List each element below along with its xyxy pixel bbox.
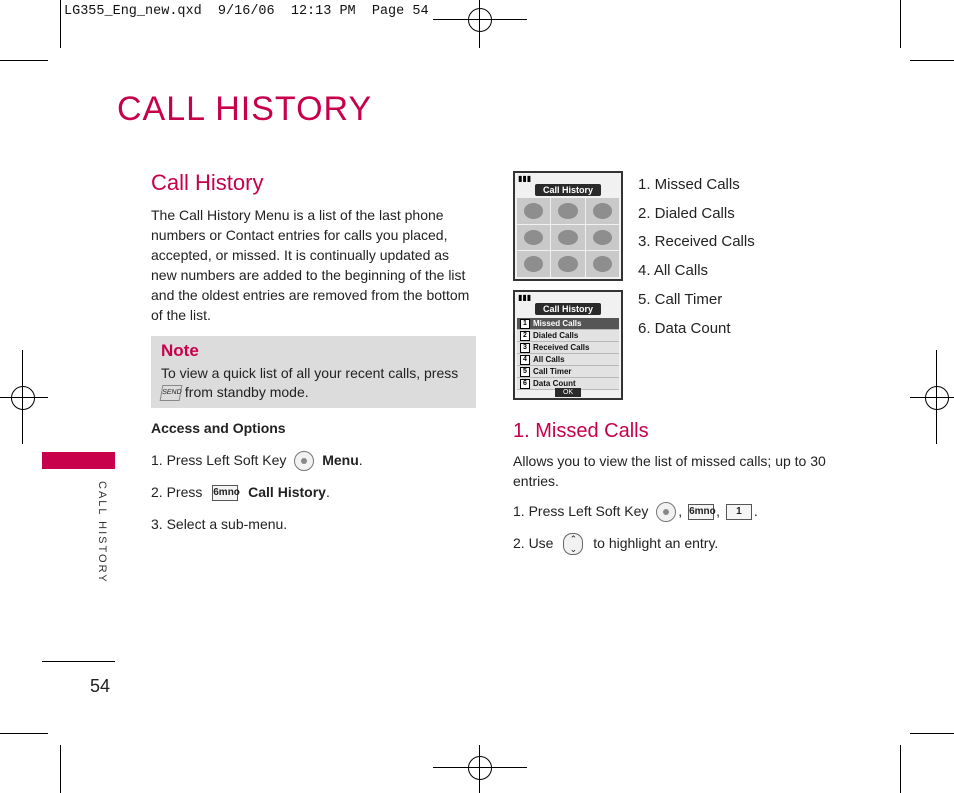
step-2-call-history: Call History: [248, 484, 326, 500]
step-1-menu: Menu: [322, 452, 359, 468]
missed-step-2-before: 2. Use: [513, 535, 554, 551]
submenu-item: 5. Call Timer: [638, 290, 723, 308]
left-soft-key-icon: [656, 502, 676, 522]
registration-line: [433, 19, 527, 20]
missed-step-1-text: 1. Press Left Soft Key: [513, 503, 649, 519]
missed-step-2-after: to highlight an entry.: [593, 535, 719, 551]
intro-paragraph: The Call History Menu is a list of the last phone numbers or Contact entries for calls you placed, accepted, or missed. It is continually updated as new numbers are added to the beginning of the list and the oldest entries are removed from the bottom of the list.: [151, 207, 470, 323]
screen-title: Call History: [535, 184, 601, 196]
registration-mark-icon: [11, 386, 35, 410]
phone-screen-menu-list: [513, 290, 623, 400]
missed-description: Allows you to view the list of missed calls; up to 30 entries.: [513, 453, 826, 489]
registration-mark-icon: [468, 756, 492, 780]
registration-line: [910, 397, 954, 398]
menu-tile-icon: [551, 251, 584, 277]
side-tab-label: CALL HISTORY: [96, 481, 108, 584]
menu-tile-icon: [517, 198, 550, 224]
step-1: 1. Press Left Soft Key Menu.: [151, 450, 363, 471]
crop-mark: [910, 733, 954, 734]
key-6-icon: 6mno: [212, 485, 238, 501]
screen-menu-list: [517, 318, 619, 390]
menu-tile-icon: [586, 198, 619, 224]
screen-menu-item: 5 Call Timer: [517, 366, 619, 378]
registration-mark-icon: [925, 386, 949, 410]
crop-mark: [0, 60, 48, 61]
note-text: [161, 364, 471, 402]
page-title: CALL HISTORY: [117, 90, 373, 128]
status-bar: ▮▮▮: [518, 174, 532, 183]
phone-screen-icon-grid: [513, 171, 623, 281]
submenu-item: 3. Received Calls: [638, 233, 755, 251]
crop-mark: [910, 60, 954, 61]
page-number: 54: [90, 676, 111, 696]
registration-line: [479, 745, 480, 793]
menu-tile-icon: [517, 251, 550, 277]
screen-title: Call History: [535, 303, 601, 315]
step-3: 3. Select a sub-menu.: [151, 516, 288, 532]
section-heading-call-history: Call History: [151, 170, 264, 195]
send-key-icon: SEND: [160, 385, 183, 401]
menu-tile-icon: [517, 225, 550, 251]
crop-mark: [60, 0, 61, 48]
note-text-before: To view a quick list of all your recent calls, press: [161, 365, 459, 381]
registration-line: [22, 350, 23, 444]
key-1-icon: 1: [726, 504, 752, 520]
access-heading: Access and Options: [151, 420, 286, 436]
file-slug: LG355_Eng_new.qxd 9/16/06 12:13 PM Page 54: [64, 4, 429, 19]
section-heading-missed-calls: 1. Missed Calls: [513, 420, 649, 442]
crop-mark: [0, 733, 48, 734]
registration-line: [936, 350, 937, 444]
screen-menu-item: 2 Dialed Calls: [517, 330, 619, 342]
menu-tile-icon: [586, 225, 619, 251]
menu-icon-grid: [517, 198, 619, 277]
menu-tile-icon: [551, 198, 584, 224]
side-rule: [42, 661, 115, 662]
screen-menu-item: 1 Missed Calls: [517, 318, 619, 330]
side-tab: [42, 452, 115, 469]
registration-line: [479, 0, 480, 48]
screen-menu-item: 3 Received Calls: [517, 342, 619, 354]
missed-step-1: 1. Press Left Soft Key , 6mno, 1 .: [513, 501, 758, 522]
key-6-icon: 6mno: [688, 504, 714, 520]
crop-mark: [60, 745, 61, 793]
registration-mark-icon: [468, 8, 492, 32]
submenu-item: 1. Missed Calls: [638, 176, 740, 193]
crop-mark: [900, 0, 901, 48]
left-soft-key-icon: [294, 451, 314, 471]
step-1-text: 1. Press Left Soft Key: [151, 452, 287, 468]
missed-step-2: [513, 533, 718, 555]
menu-tile-icon: [551, 225, 584, 251]
screen-menu-item: 4 All Calls: [517, 354, 619, 366]
note-text-after: from standby mode.: [184, 384, 309, 400]
submenu-list: [638, 171, 755, 343]
registration-line: [433, 767, 527, 768]
submenu-item: 4. All Calls: [638, 262, 709, 280]
submenu-item: 2. Dialed Calls: [638, 204, 735, 222]
crop-mark: [900, 745, 901, 793]
step-2-text: 2. Press: [151, 484, 203, 500]
screen-ok-softkey: OK: [555, 388, 581, 397]
navigation-key-icon: ⌃ ⌄: [563, 533, 583, 555]
menu-tile-icon: [586, 251, 619, 277]
step-2: 2. Press 6mno Call History.: [151, 484, 330, 500]
registration-line: [0, 397, 48, 398]
submenu-item: 6. Data Count: [638, 319, 731, 337]
screen-menu-item: 6 Data Count: [517, 378, 619, 390]
note-title: Note: [161, 341, 199, 360]
status-bar: ▮▮▮: [518, 293, 532, 302]
